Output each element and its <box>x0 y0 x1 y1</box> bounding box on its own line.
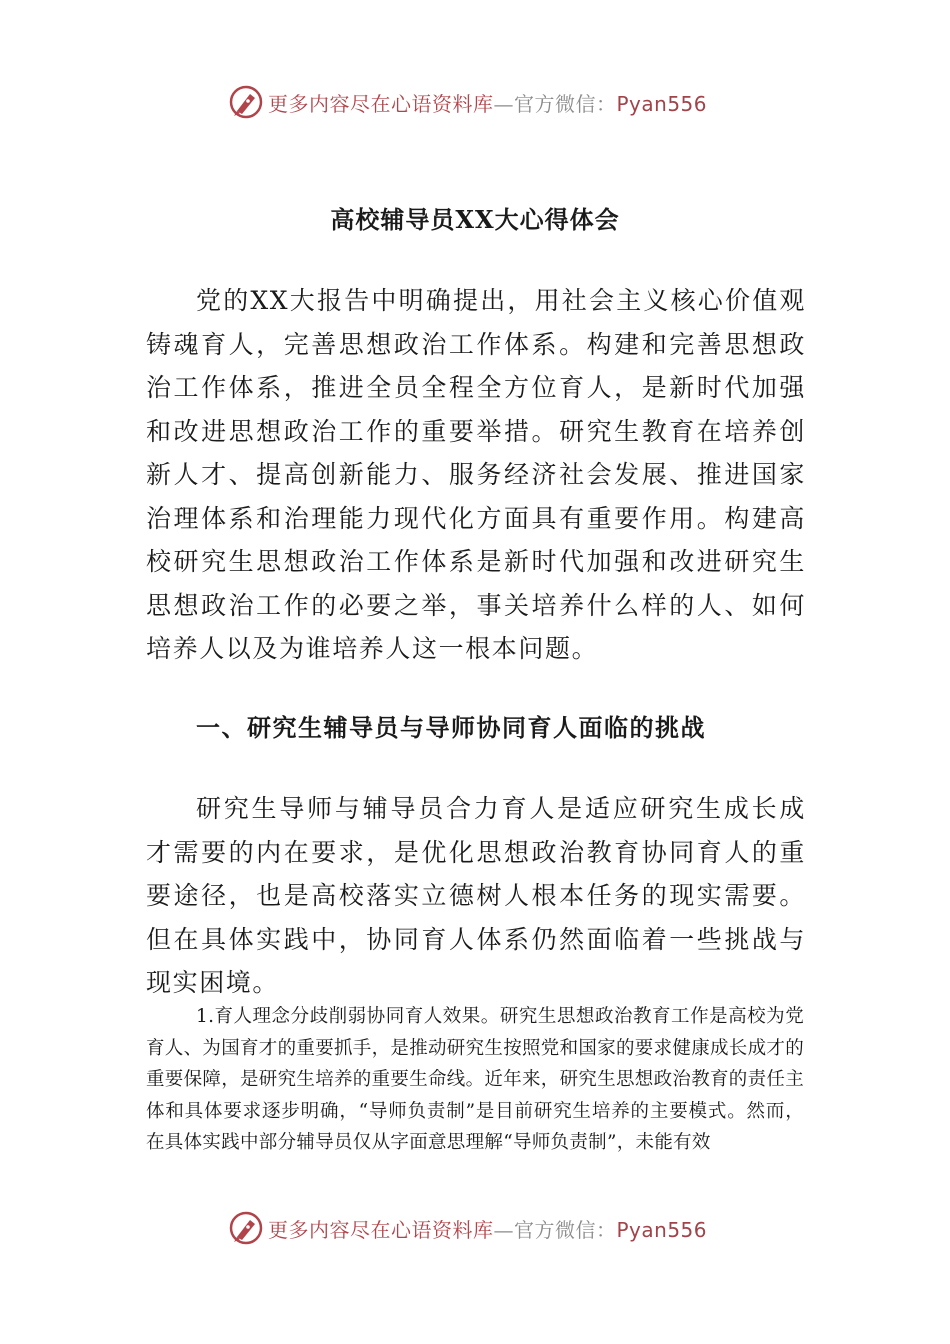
section-heading-1: 一、研究生辅导员与导师协同育人面临的挑战 <box>196 713 706 742</box>
section-1-paragraph: 研究生导师与辅导员合力育人是适应研究生成长成才需要的内在要求，是优化思想政治教育协同育人的重要途径，也是高校落实立德树人根本任务的现实需要。但在具体实践中，协同育人体系仍然面临着一些挑战与现实困境。 <box>146 794 806 997</box>
pen-nib-logo-icon <box>228 84 264 120</box>
point-1-paragraph: 1.育人理念分歧削弱协同育人效果。研究生思想政治教育工作是高校为党育人、为国育才的重要抓手，是推动研究生按照党和国家的要求健康成长成才的重要保障，是研究生培养的重要生命线。近年来，研究生思想政治教育的责任主体和具体要求逐步明确，“导师负责制”是目前研究生培养的主要模式。然而，在具体实践中部分辅导员仅从字面意思理解“导师负责制”，未能有效 <box>146 1006 805 1153</box>
watermark-banner-top <box>0 82 950 122</box>
banner-text: 更多内容尽在心语资料库—官方微信：Pyan556 <box>268 91 708 116</box>
pen-nib-logo-icon <box>228 1210 264 1246</box>
watermark-banner-bottom <box>0 1208 950 1248</box>
document-title: 高校辅导员XX大心得体会 <box>330 205 620 234</box>
intro-paragraph: 党的XX大报告中明确提出，用社会主义核心价值观铸魂育人，完善思想政治工作体系。构建和完善思想政治工作体系，推进全员全程全方位育人，是新时代加强和改进思想政治工作的重要举措。研究生教育在培养创新人才、提高创新能力、服务经济社会发展、推进国家治理体系和治理能力现代化方面具有重要作用。构建高校研究生思想政治工作体系是新时代加强和改进研究生思想政治工作的必要之举，事关培养什么样的人、如何培养人以及为谁培养人这一根本问题。 <box>146 286 806 663</box>
banner-text: 更多内容尽在心语资料库—官方微信：Pyan556 <box>268 1217 708 1242</box>
